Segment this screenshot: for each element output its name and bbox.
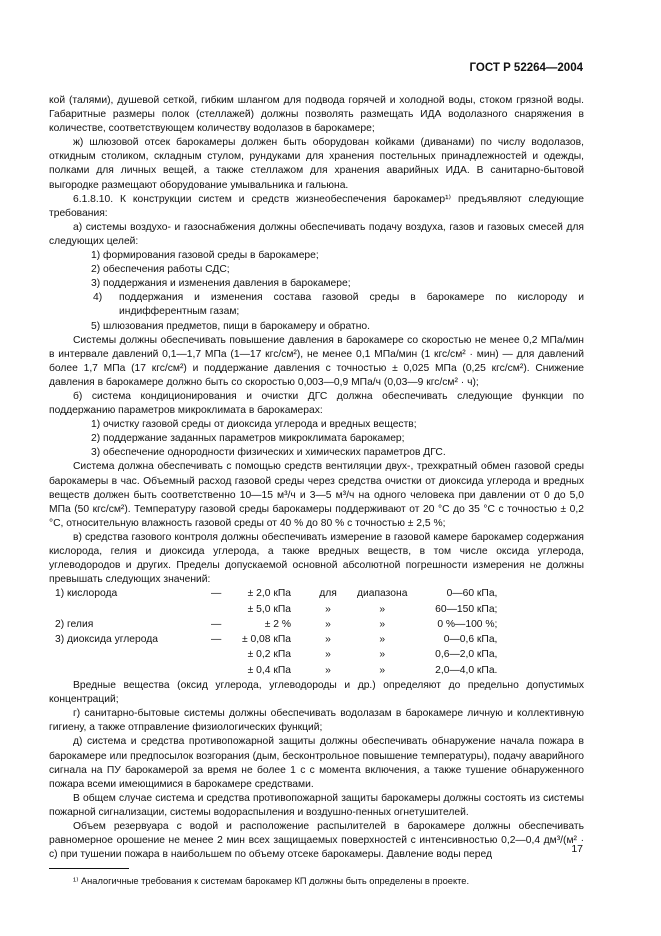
table-cell-q2: »	[379, 603, 386, 615]
table-cell-gas	[55, 664, 211, 679]
paragraph-v: в) средства газового контроля должны обеспечивать измерение в газовой камере барокамер содержания кислорода, гелия и диоксида углерода, а также вредных веществ, в том числе оксида углерода, углеводородов и других. Пределы допускаемой основной абсолютной погрешности измерения не должны превышать следующих значений:	[49, 531, 584, 586]
table-cell-gas: 2) гелия	[55, 618, 94, 630]
footnote: ¹⁾ Аналогичные требования к системам барокамер КП должны быть определены в проекте.	[73, 876, 470, 887]
table-row	[55, 633, 497, 648]
paragraph-harmful: Вредные вещества (оксид углерода, углеводороды и др.) определяют до предельно допустимых концентраций;	[49, 680, 584, 706]
list-item: 2) обеспечения работы СДС;	[91, 264, 230, 276]
list-item: 3) обеспечение однородности физических и химических параметров ДГС.	[91, 447, 446, 459]
paragraph-a: а) системы воздухо- и газоснабжения должны обеспечивать подачу воздуха, газов и газовых смесей для следующих целей:	[49, 221, 584, 247]
table-cell-q1: »	[325, 664, 331, 676]
table-cell-dash	[211, 664, 225, 679]
table-cell-dash	[211, 648, 225, 663]
list-item: 1) формирования газовой среды в барокамере;	[91, 250, 319, 262]
table-cell-range: 0—0,6 кПа,	[443, 634, 498, 646]
document-body	[49, 94, 584, 888]
table-cell-q2: диапазона	[357, 588, 408, 600]
table-cell-q1: для	[319, 588, 337, 600]
table-cell-dash: —	[211, 618, 222, 630]
table-cell-range: 0—60 кПа,	[446, 588, 498, 600]
error-limits-table	[55, 587, 497, 679]
table-cell-range: 0 %—100 %;	[437, 618, 498, 630]
paragraph-ventilation: Система должна обеспечивать с помощью средств вентиляции двух-, трехкратный обмен газовой среды барокамеры в час. Объемный расход газовой среды через средства очистки от диоксида углерода и вредных веществ должен быть соответственно 10—15 м³/ч и 3—5 м³/ч на одного человека при давлении от 0 до 5,0 МПа (50 кгс/см²). Температуру газовой среды барокамеры поддерживают от 20 °С до 35 °С с точностью ± 0,2 °С, относительную влажность газовой среды от 40 % до 80 % с точностью ± 2,5 %;	[49, 461, 584, 529]
paragraph-b: б) система кондиционирования и очистки ДГС должна обеспечивать следующие функции по поддержанию параметров микроклимата в барокамерах:	[49, 390, 584, 417]
list-item: 2) поддержание заданных параметров микроклимата барокамер;	[91, 433, 405, 445]
paragraph-d: д) система и средства противопожарной защиты должны обеспечивать обнаружение начала пожара в барокамере или предпосылок возгорания (дым, бесконтрольное повышение температуры), подачу аварийного сигнала на ПУ барокамерой за время не более 1 с с момента включения, а также тушение обнаруженного пожара всеми имеющимися в барокамере средствами.	[49, 736, 584, 790]
table-cell-tol: ± 0,4 кПа	[247, 664, 291, 676]
footnote-divider	[49, 868, 129, 869]
table-cell-range: 0,6—2,0 кПа,	[435, 649, 498, 661]
table-cell-tol: ± 0,08 кПа	[241, 634, 291, 646]
table-row	[55, 618, 497, 633]
table-cell-tol: ± 2 %	[264, 618, 291, 630]
table-cell-gas: 3) диоксида углерода	[55, 634, 158, 646]
table-cell-q1: »	[325, 618, 331, 630]
list-item-text: поддержания и изменения состава газовой среды в барокамере по кислороду и индифферентным газам;	[119, 292, 584, 318]
paragraph-pressure: Системы должны обеспечивать повышение давления в барокамере со скоростью не менее 0,2 МПа/мин в интервале давлений 0,1—1,7 МПа (1—17 кгс/см²), не менее 0,1 МПа/мин (1 кгс/см² · мин) — для давлений более 1,7 МПа (17 кгс/см²) и поддержание давления с точностью ± 0,025 МПа (0,25 кгс/см²). Снижение давления в барокамере должно быть со скоростью 0,003—0,9 МПа/ч (0,03—9 кгс/см² · ч);	[49, 334, 584, 388]
page-number: 17	[571, 843, 583, 855]
table-cell-dash: —	[211, 634, 222, 646]
table-cell-range: 2,0—4,0 кПа.	[435, 664, 498, 676]
table-cell-dash	[211, 603, 225, 618]
table-cell-q2: »	[379, 618, 386, 630]
table-cell-q1: »	[325, 634, 331, 646]
table-row	[55, 664, 497, 679]
list-item: 1) очистку газовой среды от диоксида углерода и вредных веществ;	[91, 419, 417, 431]
paragraph-zh: ж) шлюзовой отсек барокамеры должен быть оборудован койками (диванами) по числу водолазов, откидным столиком, складным стулом, рундуками для хранения постельных принадлежностей и одежды, полками для личных вещей, а также стеллажом для хранения аварийных ИДА. В санитарно-бытовой выгородке размещают оборудование умывальника и гальюна.	[49, 137, 584, 191]
table-cell-tol: ± 0,2 кПа	[247, 649, 291, 661]
table-cell-gas: 1) кислорода	[55, 588, 118, 600]
paragraph-fire-system: В общем случае система и средства противопожарной защиты барокамеры должны состоять из системы пожарной сигнализации, системы водораспыления и воздушно-пенных огнетушителей.	[49, 792, 584, 818]
table-row	[55, 648, 497, 663]
paragraph-g: г) санитарно-бытовые системы должны обеспечивать водолазам в барокамере личную и коллективную гигиену, а также отправление физиологических функций;	[49, 708, 584, 734]
paragraph-continuation: кой (талями), душевой сеткой, гибким шлангом для подвода горячей и холодной воды, стоком грязной воды. Габаритные размеры полок (стеллажей) должны позволять размещать ИДА водолазного снаряжения в количестве, соответствующем количеству водолазов в барокамере;	[49, 95, 584, 135]
table-cell-q2: »	[379, 664, 386, 676]
table-cell-dash: —	[211, 588, 222, 600]
list-item: 3) поддержания и изменения давления в барокамере;	[91, 278, 351, 290]
table-cell-q1: »	[325, 649, 331, 661]
table-cell-q2: »	[379, 649, 386, 661]
table-cell-q1: »	[325, 603, 331, 615]
list-item	[49, 291, 584, 319]
table-row	[55, 587, 497, 602]
table-cell-range: 60—150 кПа;	[435, 603, 498, 615]
document-id: ГОСТ Р 52264—2004	[469, 62, 583, 74]
table-cell-q2: »	[379, 634, 386, 646]
list-item-number: 4)	[93, 292, 103, 304]
table-cell-gas	[55, 603, 211, 618]
list-item: 5) шлюзования предметов, пищи в барокамеру и обратно.	[91, 320, 371, 332]
table-row	[55, 603, 497, 618]
table-cell-gas	[55, 648, 211, 663]
table-cell-tol: ± 2,0 кПа	[247, 588, 291, 600]
table-cell-tol: ± 5,0 кПа	[247, 603, 291, 615]
paragraph-6-1-8-10: 6.1.8.10. К конструкции систем и средств жизнеобеспечения барокамер¹⁾ предъявляют следующие требования:	[49, 193, 584, 219]
paragraph-reservoir: Объем резервуара с водой и расположение распылителей в барокамере должны обеспечивать равномерное орошение не менее 2 мин всех защищаемых поверхностей с интенсивностью 0,2—0,4 дм³/(м² · с) при тушении пожара в наибольшем по объему отсеке барокамеры. Давление воды перед	[49, 821, 584, 861]
